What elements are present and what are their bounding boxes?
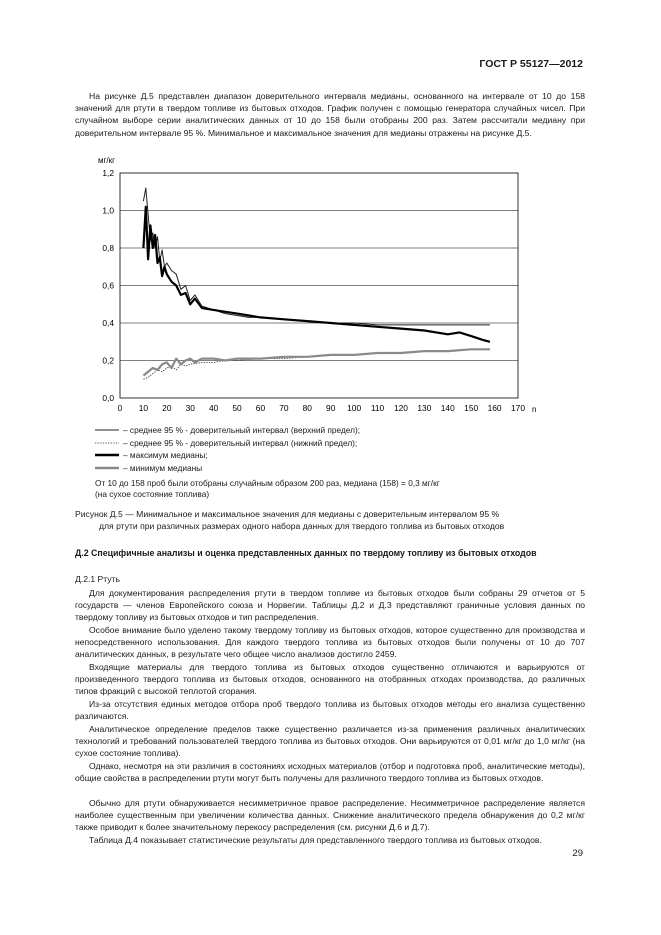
legend-label-lower: – среднее 95 % - доверительный интервал (нижний предел); [123, 437, 358, 448]
series-median-min [143, 349, 490, 375]
legend-label-upper: – среднее 95 % - доверительный интервал (верхний предел); [123, 425, 361, 435]
body-paragraph-2: Особое внимание было уделено такому твердому топливу из бытовых отходов, которое существенно для производства и непосредственного использования. Для каждого твердого топлива из бытовых отходов были получены от 10 до 707 аналитических данных, в результате чего общее число анализов достигло 2459. [75, 625, 585, 660]
figure-caption-line2: для ртути при различных размерах одного набора данных для твердого топлива из бытовых отходов [99, 521, 505, 531]
legend-swatch-min [95, 465, 119, 471]
y-tick-label: 0,2 [102, 355, 114, 366]
legend-swatch-lower [95, 440, 119, 446]
x-tick-label: 100 [347, 403, 362, 413]
y-tick-label: 0,6 [102, 280, 114, 291]
body-paragraph-6: Однако, несмотря на эти различия в состояниях исходных материалов (отбор и подготовка проб, аналитические методы), общие свойства в распределении ртути могут быть получены для различного твердого топлива из бытовых отходов. [75, 761, 585, 784]
intro-paragraph: На рисунке Д.5 представлен диапазон доверительного интервала медианы, основанного на интервале от 10 до 158 значений для ртути в твердом топливе из бытовых отходов. График получен с помощью генератора случайных чисел. При случайном выборе серии аналитических данных от 10 до 158 были отобраны 200 раз. Затем рассчитали медиану при доверительном интервале 95 %. Минимальное и максимальное значения для медианы отражены на рисунке Д.5. [75, 91, 585, 138]
body-paragraph-1: Для документирования распределения ртути в твердом топливе из бытовых отходов были собраны 29 отчетов от 5 государств — членов Европейского союза и Норвегии. Таблицы Д.2 и Д.3 представляют граничные условия данных по твердому топливу из бытовых отходов и тип распределения. [75, 588, 585, 623]
x-tick-label: 0 [117, 403, 123, 413]
legend-label-min: – минимум медианы [123, 462, 203, 473]
x-tick-label: 90 [326, 403, 336, 413]
figure-caption-line1: Рисунок Д.5 — Минимальное и максимальное значения для медианы с доверительным интервалом 95 % [75, 509, 500, 519]
x-tick-label: 20 [162, 403, 172, 413]
figure-note-line2: (на сухое состояние топлива) [95, 489, 210, 500]
series-lower-limit [143, 349, 490, 379]
legend-swatch-upper [95, 427, 119, 433]
figure-note-line1: От 10 до 158 проб были отобраны случайным образом 200 раз, медиана (158) = 0,3 мг/кг [95, 478, 440, 488]
x-tick-label: 60 [255, 403, 266, 413]
y-tick-label: 0,8 [102, 243, 114, 253]
x-tick-label: 110 [370, 403, 385, 413]
x-tick-label: 10 [138, 403, 149, 413]
x-tick-label: 30 [185, 403, 195, 413]
subsection-heading: Д.2.1 Ртуть [75, 574, 121, 584]
y-tick-label: 1,2 [102, 168, 114, 178]
legend-label-max: – максимум медианы; [123, 450, 208, 461]
x-tick-label: 160 [487, 403, 502, 413]
legend-item-min [95, 462, 360, 475]
page-number: 29 [572, 848, 583, 859]
x-tick-label: 150 [464, 403, 479, 413]
x-tick-label: 50 [232, 403, 242, 413]
x-axis-label: n [532, 405, 537, 414]
figure-note [95, 478, 515, 501]
body-paragraph-3: Входящие материалы для твердого топлива из бытовых отходов существенно отличаются и варьируются от произведенного твердого топлива из бытовых отходов, основанного на отобранных отходах производства, до различных типов фракций с высокой теплотой сгорания. [75, 662, 585, 697]
x-tick-label: 70 [279, 403, 289, 413]
legend-item-max [95, 449, 360, 462]
figure-chart [80, 155, 550, 417]
figure-caption [75, 508, 580, 532]
y-axis-label: мг/кг [98, 156, 116, 165]
x-tick-label: 120 [393, 403, 408, 413]
body-paragraph-5: Аналитическое определение пределов также существенно различается из-за применения различных аналитических технологий и требований пользователей твердого топлива из бытовых отходов. Они варьируются от 0,01 мг/кг до 1,0 мг/кг (на сухое состояние топлива). [75, 724, 585, 759]
legend-item-lower [95, 437, 360, 450]
series-upper-limit [143, 188, 490, 325]
section-heading: Д.2 Специфичные анализы и оценка представленных данных по твердому топливу из бытовых отходов [75, 548, 537, 558]
legend-swatch-max [95, 452, 119, 458]
body-paragraph-7: Обычно для ртути обнаруживается несимметричное правое распределение. Несимметричное распределение является наиболее существенным при увеличении количества данных. Снижение аналитического предела обнаружения до 0,2 мг/кг также приводит к более значительному перекосу распределения (см. рисунки Д.6 и Д.7). [75, 798, 585, 833]
chart-legend [95, 424, 360, 474]
x-tick-label: 140 [440, 403, 455, 413]
y-tick-label: 0,4 [102, 318, 114, 328]
legend-item-upper [95, 424, 360, 437]
body-paragraph-4: Из-за отсутствия единых методов отбора проб твердого топлива из бытовых отходов методы его анализа существенно различаются. [75, 699, 585, 722]
x-tick-label: 130 [417, 403, 432, 413]
y-tick-label: 0,0 [102, 393, 114, 403]
x-tick-label: 40 [208, 403, 219, 413]
series-median-max [143, 207, 490, 342]
y-tick-label: 1,0 [102, 205, 114, 216]
x-tick-label: 80 [302, 403, 312, 413]
x-tick-label: 170 [511, 403, 525, 413]
body-paragraph-8: Таблица Д.4 показывает статистические результаты для представленного твердого топлива из бытовых отходов. [89, 835, 542, 845]
document-header: ГОСТ Р 55127—2012 [479, 58, 583, 70]
